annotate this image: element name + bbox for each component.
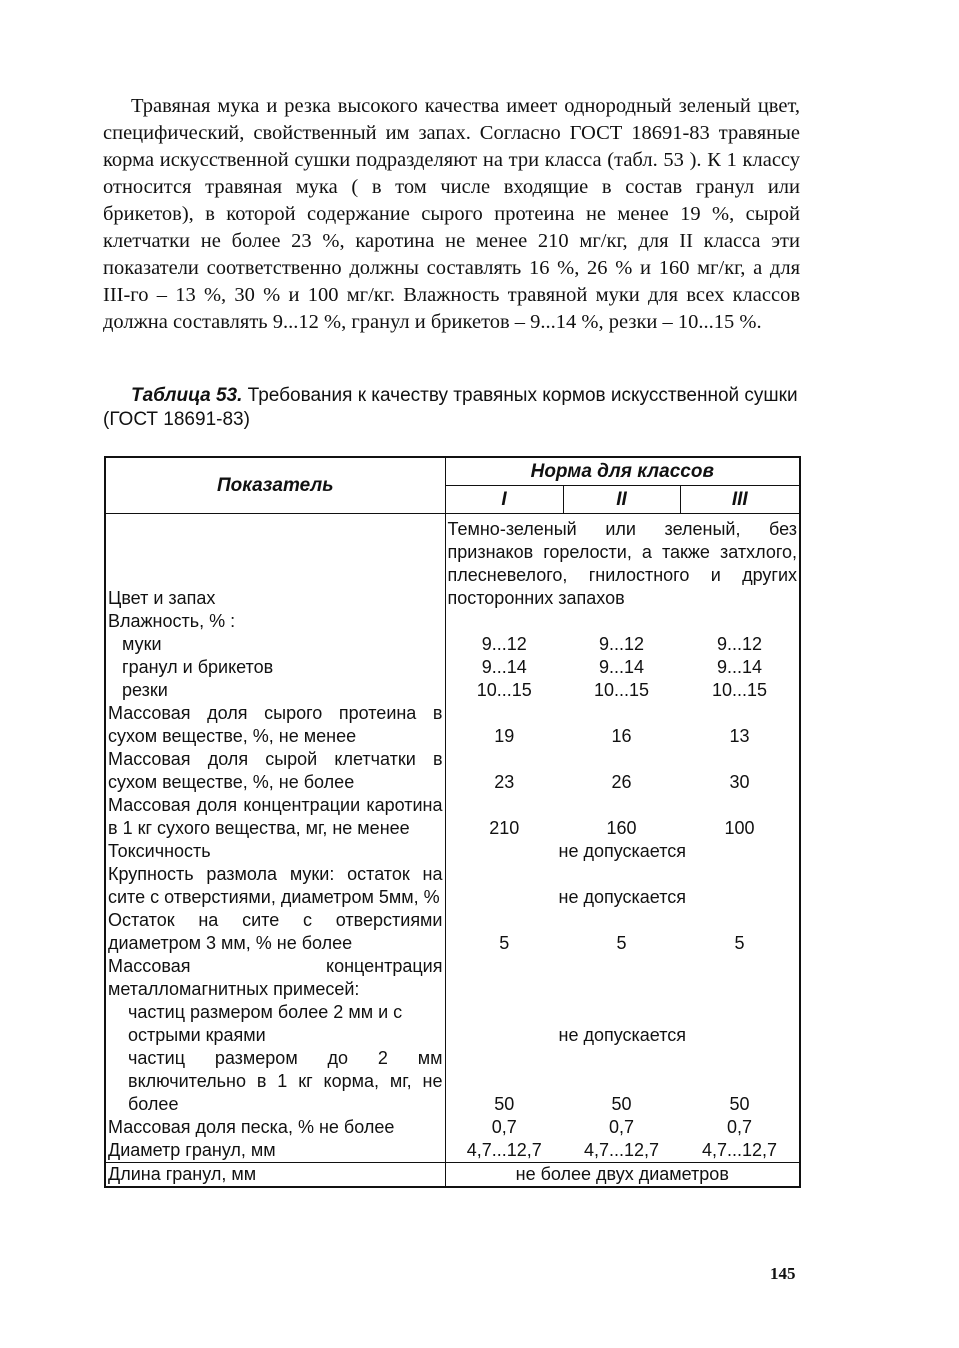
table-caption-text: Требования к качеству травяных кормов искусственной сушки (ГОСТ 18691-83) <box>103 385 798 430</box>
moisture-cut-2: 10...15 <box>593 680 650 700</box>
metal-sharp-value: не допускается <box>558 1025 686 1045</box>
table-row <box>105 863 800 909</box>
table-row <box>105 633 800 656</box>
header-indicator: Показатель <box>105 457 445 514</box>
metal-small-label: частиц размером до 2 мм включительно в 1 кг корма, мг, не более <box>105 1047 445 1116</box>
table-row <box>105 679 800 702</box>
fiber-label: Массовая доля сырой клетчатки в сухом веществе, %, не более <box>105 748 445 794</box>
table-row <box>105 1116 800 1139</box>
metal-small-2: 50 <box>611 1094 632 1114</box>
header-class-1: I <box>445 486 563 514</box>
table-row <box>105 702 800 748</box>
table-caption <box>103 384 800 432</box>
table-header-row <box>105 457 800 486</box>
table-caption-label: Таблица 53. <box>131 385 243 406</box>
carotene-3: 100 <box>724 818 755 838</box>
header-norm: Норма для классов <box>445 457 800 486</box>
moisture-granules-1: 9...14 <box>481 657 527 677</box>
moisture-label: Влажность, % : <box>105 610 445 633</box>
metal-label: Массовая концентрация металломагнитных примесей: <box>105 955 445 1001</box>
body-paragraph: Травяная мука и резка высокого качества имеет однородный зеленый цвет, специфический, свойственный им запах. Согласно ГОСТ 18691-83 травяные корма искусственной сушки подразделяют на три класса (табл. 53 ). К 1 классу относится травяная мука ( в том числе входящие в состав гранул или брикетов), в которой содержание сырого протеина не менее 19 %, сырой клетчатки не более 23 %, каротина не менее 210 мг/кг, для II класса эти показатели соответственно должны составлять 16 %, 26 % и 160 мг/кг, а для III-го – 13 %, 30 % и 100 мг/кг. Влажность травяной муки для всех классов должна составлять 9...12 %, гранул и брикетов – 9...14 %, резки – 10...15 %. <box>103 95 800 333</box>
color-value: Темно-зеленый или зеленый, без признаков горелости, а также затхлого, плесневелого, гнилостного и других посторонних запахов <box>447 519 798 608</box>
moisture-cut-1: 10...15 <box>476 680 532 700</box>
table-row <box>105 514 800 611</box>
grind-label: Крупность размола муки: остаток на сите с отверстиями, диаметром 5мм, % <box>105 863 445 909</box>
moisture-flour-1: 9...12 <box>481 634 527 654</box>
table-row <box>105 656 800 679</box>
fiber-2: 26 <box>611 772 632 792</box>
diameter-2: 4,7...12,7 <box>583 1140 660 1160</box>
requirements-table <box>104 456 801 1188</box>
metal-small-3: 50 <box>729 1094 750 1114</box>
moisture-granules-3: 9...14 <box>716 657 763 677</box>
moisture-flour-2: 9...12 <box>598 634 645 654</box>
carotene-label: Массовая доля концентрации каротина в 1 кг сухого вещества, мг, не менее <box>105 794 445 840</box>
residue-1: 5 <box>499 933 510 953</box>
sand-2: 0,7 <box>608 1117 635 1137</box>
diameter-1: 4,7...12,7 <box>466 1140 542 1160</box>
table-row <box>105 1001 800 1047</box>
metal-small-1: 50 <box>494 1094 515 1114</box>
table-row <box>105 1163 800 1188</box>
table-row <box>105 748 800 794</box>
moisture-flour-label: муки <box>105 633 445 656</box>
table-row <box>105 955 800 1001</box>
sand-1: 0,7 <box>491 1117 517 1137</box>
table-row <box>105 1047 800 1116</box>
moisture-flour-3: 9...12 <box>716 634 763 654</box>
table-row <box>105 1139 800 1163</box>
page-number: 145 <box>770 1264 796 1283</box>
residue-label: Остаток на сите с отверстиями диаметром 3 мм, % не более <box>105 909 445 955</box>
residue-2: 5 <box>616 933 627 953</box>
table-row <box>105 909 800 955</box>
sand-label: Массовая доля песка, % не более <box>105 1116 445 1139</box>
length-value: не более двух диаметров <box>515 1164 729 1184</box>
grind-value: не допускается <box>558 887 686 907</box>
length-label: Длина гранул, мм <box>105 1163 445 1188</box>
table-row <box>105 794 800 840</box>
carotene-2: 160 <box>606 818 637 838</box>
fiber-1: 23 <box>494 772 515 792</box>
color-label: Цвет и запах <box>105 514 445 611</box>
protein-1: 19 <box>494 726 515 746</box>
metal-sharp-label: частиц размером более 2 мм и с острыми краями <box>105 1001 445 1047</box>
moisture-cut-label: резки <box>105 679 445 702</box>
toxicity-value: не допускается <box>558 841 686 861</box>
toxicity-label: Токсичность <box>105 840 445 863</box>
protein-2: 16 <box>611 726 632 746</box>
sand-3: 0,7 <box>726 1117 753 1137</box>
carotene-1: 210 <box>489 818 520 838</box>
header-class-2: II <box>563 486 680 514</box>
diameter-label: Диаметр гранул, мм <box>105 1139 445 1163</box>
moisture-granules-label: гранул и брикетов <box>105 656 445 679</box>
table-row <box>105 840 800 863</box>
moisture-granules-2: 9...14 <box>598 657 645 677</box>
protein-label: Массовая доля сырого протеина в сухом веществе, %, не менее <box>105 702 445 748</box>
fiber-3: 30 <box>729 772 750 792</box>
header-class-3: III <box>680 486 800 514</box>
residue-3: 5 <box>734 933 745 953</box>
diameter-3: 4,7...12,7 <box>701 1140 778 1160</box>
moisture-cut-3: 10...15 <box>711 680 768 700</box>
table-row <box>105 610 800 633</box>
protein-3: 13 <box>729 726 750 746</box>
